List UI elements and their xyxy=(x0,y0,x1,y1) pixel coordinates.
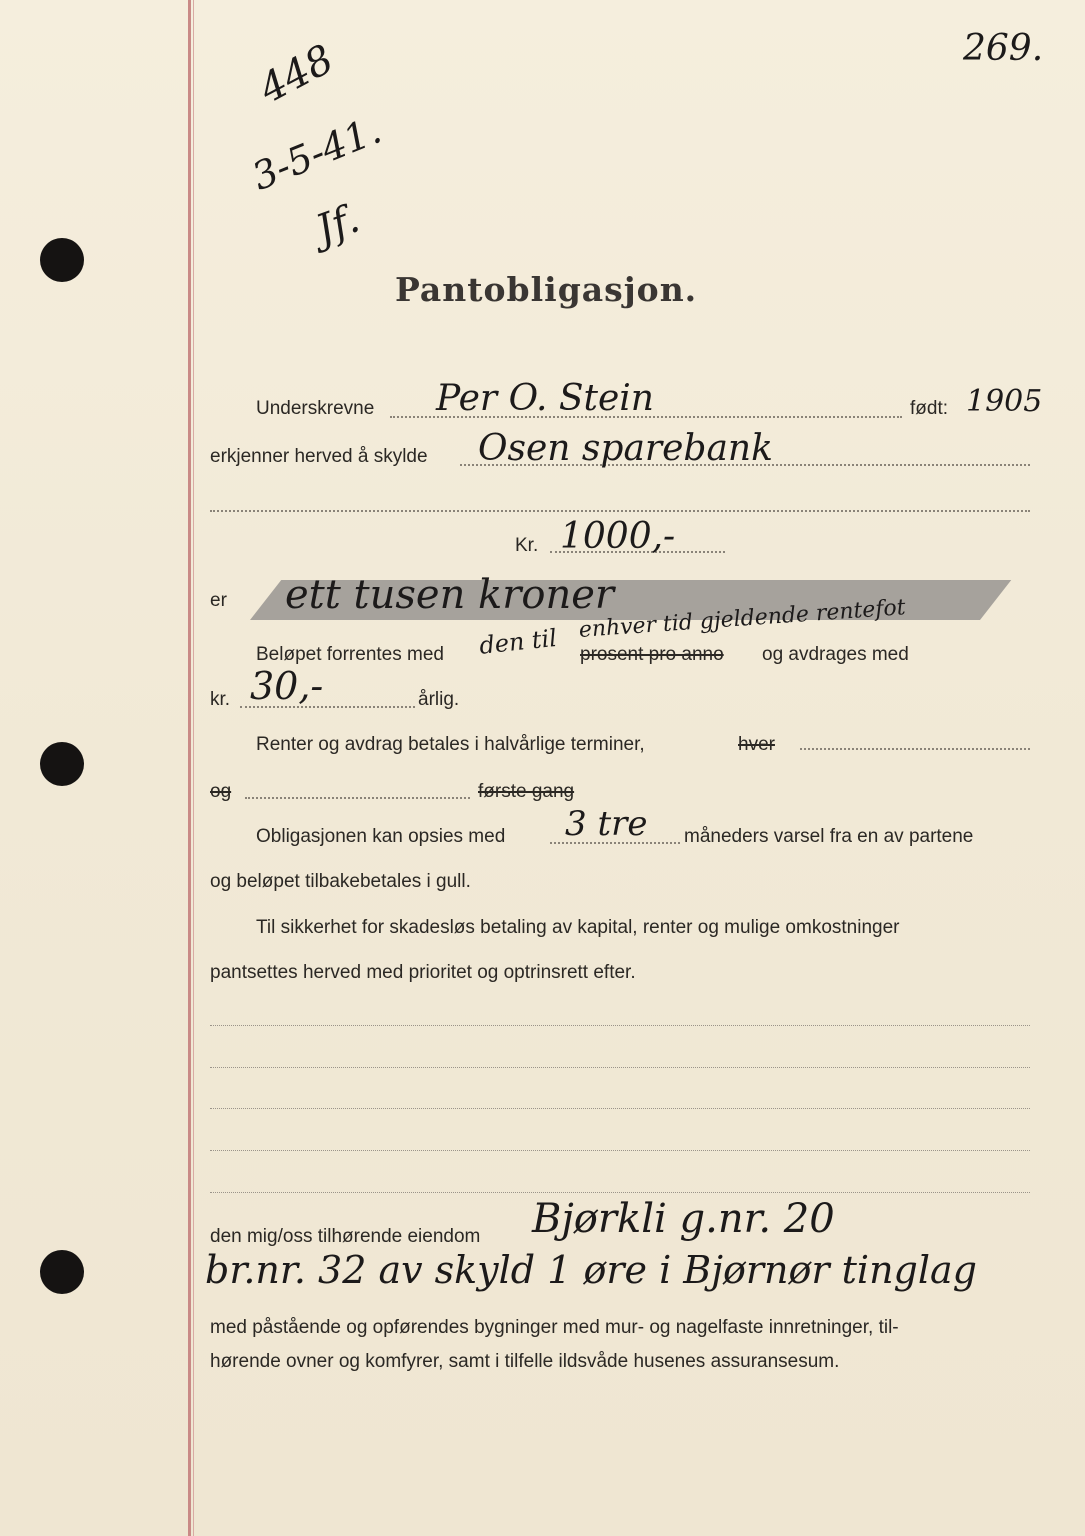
born-value: 1905 xyxy=(966,384,1043,419)
margin-rule-inner xyxy=(193,0,194,1536)
document-title: Pantobligasjon. xyxy=(395,270,698,309)
og-struck: og xyxy=(210,781,232,802)
terms-struck-hver: hver xyxy=(738,734,775,755)
punch-hole-bottom xyxy=(40,1250,84,1294)
blank-line-3 xyxy=(210,1108,1030,1109)
installment-label: kr. xyxy=(210,689,231,710)
interest-handwritten-1: den til xyxy=(478,623,559,660)
blank-line-2 xyxy=(210,1067,1030,1068)
terms-dotted-line xyxy=(800,748,1030,750)
er-label: er xyxy=(210,590,227,611)
blank-line-4 xyxy=(210,1150,1030,1151)
security-line-1: Til sikkerhet for skadesløs betaling av kapital, renter og mulige omkostninger xyxy=(256,917,900,938)
closing-line-2: hørende ovner og komfyrer, samt i tilfelle ildsvåde husenes assuransesum. xyxy=(210,1351,840,1372)
notice-label: Obligasjonen kan opsies med xyxy=(256,826,506,847)
owes-value: Osen sparebank xyxy=(478,428,773,469)
first-struck: første gang xyxy=(478,781,575,802)
margin-note-number: 448 xyxy=(252,36,342,113)
undersigned-label: Underskrevne xyxy=(256,398,375,419)
amount-label: Kr. xyxy=(515,535,539,556)
interest-struck: prosent pro anno xyxy=(580,644,724,665)
security-line-2: pantsettes herved med prioritet og optrinsrett efter. xyxy=(210,962,636,983)
closing-line-1: med påstående og opførendes bygninger med mur- og nagelfaste innretninger, til- xyxy=(210,1317,899,1338)
amount-words: ett tusen kroner xyxy=(285,572,615,618)
blank-line-5 xyxy=(210,1192,1030,1193)
page-number: 269. xyxy=(963,28,1044,69)
born-label: født: xyxy=(910,398,949,419)
margin-note-initials: Jf. xyxy=(310,195,366,254)
amount-value: 1000,- xyxy=(560,516,676,557)
blank-line-1 xyxy=(210,1025,1030,1026)
interest-after: og avdrages med xyxy=(762,644,909,665)
property-label: den mig/oss tilhørende eiendom xyxy=(210,1226,481,1247)
interest-handwritten-2: enhver tid gjeldende rentefot xyxy=(578,595,907,643)
undersigned-value: Per O. Stein xyxy=(436,378,654,419)
installment-value: 30,- xyxy=(250,664,324,708)
repay-line: og beløpet tilbakebetales i gull. xyxy=(210,871,471,892)
owes-label: erkjenner herved å skylde xyxy=(210,446,428,467)
punch-hole-middle xyxy=(40,742,84,786)
og-dotted-line xyxy=(245,797,470,799)
punch-hole-top xyxy=(40,238,84,282)
annual-label: årlig. xyxy=(418,689,460,710)
margin-rule xyxy=(188,0,191,1536)
notice-value: 3 tre xyxy=(565,804,648,844)
interest-label: Beløpet forrentes med xyxy=(256,644,444,665)
blank-dotted-line xyxy=(210,510,1030,512)
margin-note-date: 3-5-41. xyxy=(246,107,388,199)
notice-after: måneders varsel fra en av partene xyxy=(684,826,974,847)
terms-line: Renter og avdrag betales i halvårlige terminer, xyxy=(256,734,645,755)
property-line-2: br.nr. 32 av skyld 1 øre i Bjørnør tinglag xyxy=(205,1248,978,1292)
property-value: Bjørkli g.nr. 20 xyxy=(532,1196,835,1242)
